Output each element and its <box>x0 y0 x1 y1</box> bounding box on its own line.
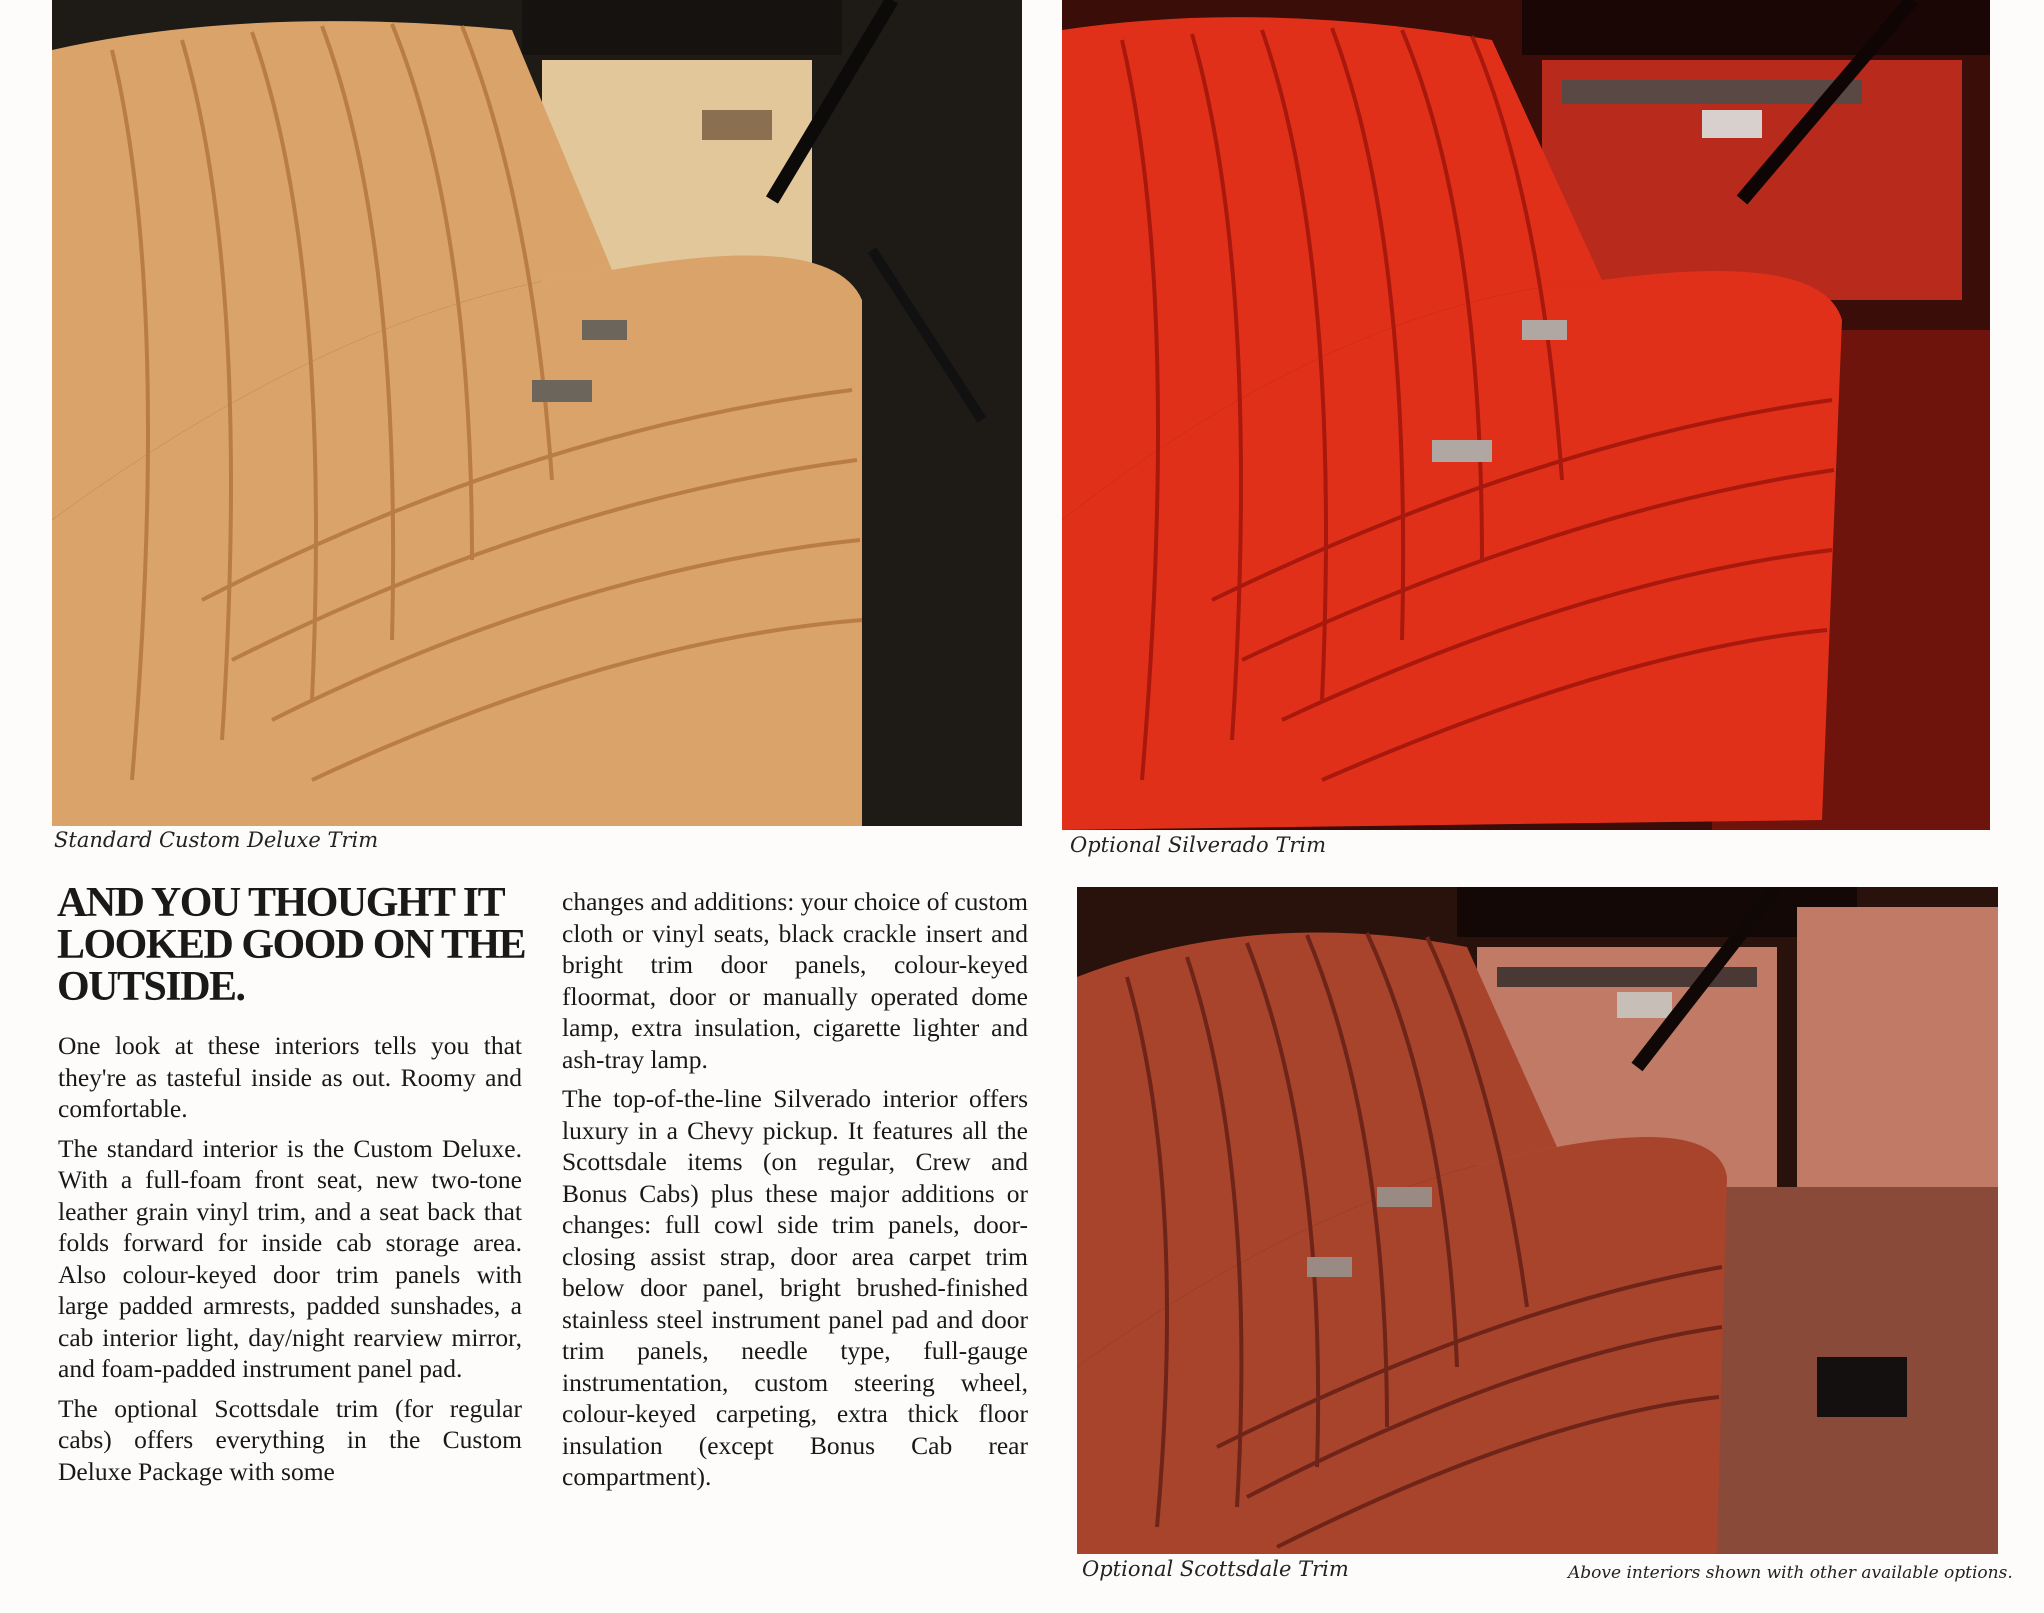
caption-options-note: Above interiors shown with other available options. <box>1568 1563 2013 1583</box>
photo-silverado-interior <box>1062 0 1990 830</box>
seat-belt-latch <box>1522 320 1567 340</box>
seat-belt-buckle <box>1377 1187 1432 1207</box>
paragraph-custom-deluxe: The standard interior is the Custom Deluxe. With a full-foam front seat, new two-tone leather grain vinyl trim, and a seat back that folds forward for inside cab storage area. Also colour-keyed door trim panels with large padded armrests, padded sunshades, a cab interior light, day/night rearview mirror, and foam-padded instrument panel pad. <box>58 1133 522 1383</box>
window <box>1522 0 1990 55</box>
seat-belt-buckle <box>532 380 592 402</box>
body-column-1 <box>58 1030 522 1495</box>
paragraph-scottsdale-continued: changes and additions: your choice of custom cloth or vinyl seats, black crackle insert and bright trim door panels, colour-keyed floormat, door or manually operated dome lamp, extra insulation, cigarette lighter and ash-tray lamp. <box>562 887 1028 1074</box>
paragraph-silverado: The top-of-the-line Silverado interior offers luxury in a Chevy pickup. It features all the Scottsdale items (on regular, Crew and Bonus Cabs) plus these major additions or changes: full cowl side trim panels, door-closing assist strap, door area carpet trim below door panel, bright brushed-finished stainless steel instrument panel pad and door trim panels, needle type, full-gauge instrumentation, custom steering wheel, colour-keyed carpeting, extra thick floor insulation (except Bonus Cab rear compartment). <box>562 1084 1028 1491</box>
seat-belt-latch <box>582 320 627 340</box>
photo-scottsdale-interior <box>1077 887 1998 1554</box>
seat-belt-latch <box>1307 1257 1352 1277</box>
window <box>522 0 842 55</box>
door-handle <box>1702 110 1762 138</box>
photo-custom-deluxe-interior <box>52 0 1022 826</box>
seat-belt-buckle <box>1432 440 1492 462</box>
paragraph-intro: One look at these interiors tells you that they're as tasteful inside as out. Roomy and comfortable. <box>58 1031 522 1123</box>
caption-custom-deluxe: Standard Custom Deluxe Trim <box>54 828 379 852</box>
body-column-2 <box>562 886 1028 1501</box>
floor-shifter <box>1817 1357 1907 1417</box>
door-handle <box>702 110 772 140</box>
page-headline: AND YOU THOUGHT IT LOOKED GOOD ON THE OUTSIDE. <box>57 880 526 1010</box>
caption-silverado: Optional Silverado Trim <box>1070 833 1326 857</box>
door-handle <box>1617 992 1672 1018</box>
door-trim-strip <box>1562 80 1862 104</box>
paragraph-scottsdale: The optional Scottsdale trim (for regular cabs) offers everything in the Custom Deluxe Package with some <box>58 1393 522 1486</box>
caption-scottsdale: Optional Scottsdale Trim <box>1082 1557 1349 1581</box>
